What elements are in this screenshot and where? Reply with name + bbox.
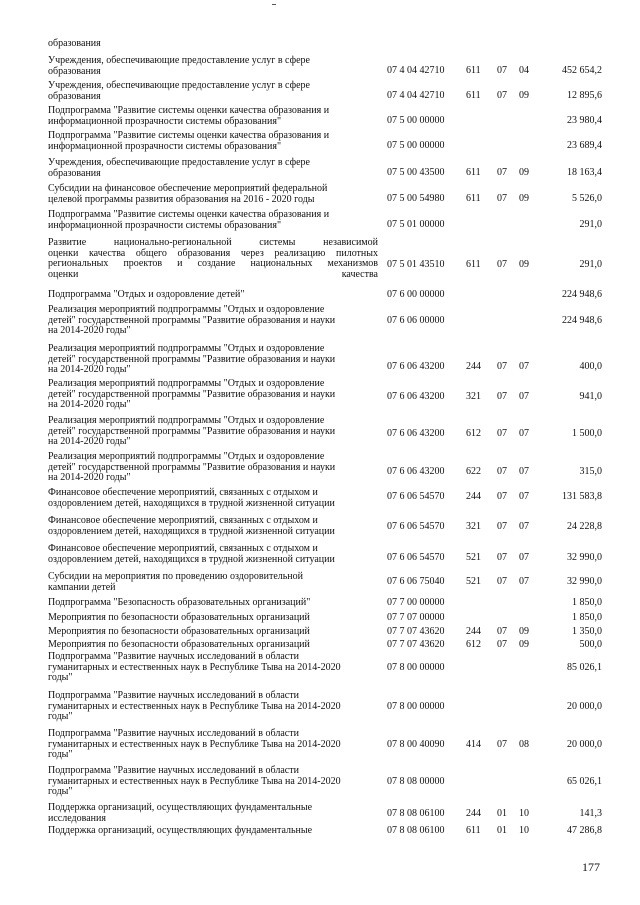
row-description: Реализация мероприятий подпрограммы "Отдых и оздоровление детей" государственной программы "Развитие образования и науки на 2014-2020 годы" — [48, 378, 336, 410]
amount-value: 47 286,8 — [567, 825, 602, 836]
expense-type-code: 611 — [466, 193, 481, 204]
amount-value: 400,0 — [579, 361, 602, 372]
section-code: 07 — [497, 639, 507, 650]
section-code: 07 — [497, 259, 507, 270]
subsection-code: 07 — [519, 391, 529, 402]
target-article-code: 07 7 00 00000 — [387, 597, 445, 608]
section-code: 07 — [497, 428, 507, 439]
subsection-code: 07 — [519, 491, 529, 502]
amount-value: 23 980,4 — [567, 115, 602, 126]
expense-type-code: 611 — [466, 65, 481, 76]
expense-type-code: 244 — [466, 491, 481, 502]
expense-type-code: 321 — [466, 391, 481, 402]
target-article-code: 07 7 07 00000 — [387, 612, 445, 623]
row-description: Мероприятия по безопасности образовательных организаций — [48, 626, 310, 637]
row-description: Подпрограмма "Безопасность образовательных организаций" — [48, 597, 311, 608]
amount-value: 1 850,0 — [572, 612, 602, 623]
row-description: Финансовое обеспечение мероприятий, связанных с отдыхом и оздоровлением детей, находящихся в трудной жизненной ситуации — [48, 487, 335, 509]
table-row — [0, 452, 640, 484]
table-row — [0, 210, 640, 231]
table-row — [0, 544, 640, 565]
table-row — [0, 344, 640, 376]
subsection-code: 09 — [519, 193, 529, 204]
row-description: Субсидии на финансовое обеспечение мероприятий федеральной целевой программы развития образования на 2016 - 2020 годы — [48, 183, 328, 205]
target-article-code: 07 5 00 54980 — [387, 193, 445, 204]
expense-type-code: 612 — [466, 428, 481, 439]
row-description: Мероприятия по безопасности образовательных организаций — [48, 639, 310, 650]
page-number: 177 — [582, 860, 600, 874]
subsection-code: 07 — [519, 361, 529, 372]
target-article-code: 07 4 04 42710 — [387, 65, 445, 76]
target-article-code: 07 5 00 00000 — [387, 140, 445, 151]
target-article-code: 07 8 08 00000 — [387, 776, 445, 787]
table-row — [0, 56, 640, 77]
amount-value: 85 026,1 — [567, 662, 602, 673]
row-description: Учреждения, обеспечивающие предоставление услуг в сфере образования — [48, 55, 310, 77]
expense-type-code: 612 — [466, 639, 481, 650]
subsection-code: 07 — [519, 576, 529, 587]
amount-value: 315,0 — [579, 466, 602, 477]
expense-type-code: 611 — [466, 90, 481, 101]
section-code: 07 — [497, 466, 507, 477]
amount-value: 291,0 — [579, 259, 602, 270]
row-description: Подпрограмма "Развитие системы оценки качества образования и информационной прозрачности системы образования" — [48, 105, 330, 127]
target-article-code: 07 8 08 06100 — [387, 825, 445, 836]
table-row — [0, 640, 640, 651]
amount-value: 452 654,2 — [562, 65, 602, 76]
table-row — [0, 516, 640, 537]
table-row — [0, 305, 640, 337]
target-article-code: 07 6 06 43200 — [387, 361, 445, 372]
target-article-code: 07 6 06 75040 — [387, 576, 445, 587]
expense-type-code: 321 — [466, 521, 481, 532]
table-row — [0, 613, 640, 624]
row-description: Мероприятия по безопасности образовательных организаций — [48, 612, 310, 623]
amount-value: 941,0 — [579, 391, 602, 402]
top-scan-mark — [272, 4, 276, 5]
table-row — [0, 131, 640, 152]
amount-value: 20 000,0 — [567, 701, 602, 712]
amount-value: 18 163,4 — [567, 167, 602, 178]
section-code: 01 — [497, 808, 507, 819]
row-description: Финансовое обеспечение мероприятий, связанных с отдыхом и оздоровлением детей, находящихся в трудной жизненной ситуации — [48, 515, 335, 537]
subsection-code: 07 — [519, 428, 529, 439]
expense-type-code: 622 — [466, 466, 481, 477]
table-row — [0, 803, 640, 824]
target-article-code: 07 5 00 00000 — [387, 115, 445, 126]
subsection-code: 09 — [519, 90, 529, 101]
amount-value: 23 689,4 — [567, 140, 602, 151]
subsection-code: 10 — [519, 808, 529, 819]
table-row — [0, 290, 640, 301]
table-row — [0, 81, 640, 102]
table-row — [0, 488, 640, 509]
section-code: 07 — [497, 739, 507, 750]
table-row — [0, 379, 640, 411]
row-description: Подпрограмма "Развитие системы оценки качества образования и информационной прозрачности системы образования" — [48, 130, 330, 152]
table-row — [0, 766, 640, 798]
amount-value: 1 350,0 — [572, 626, 602, 637]
target-article-code: 07 8 00 40090 — [387, 739, 445, 750]
target-article-code: 07 6 06 54570 — [387, 491, 445, 502]
row-description: Подпрограмма "Развитие научных исследований в области гуманитарных и естественных наук в Республике Тыва на 2014-2020 годы" — [48, 765, 341, 797]
subsection-code: 07 — [519, 521, 529, 532]
table-row — [0, 39, 640, 50]
row-description: Подпрограмма "Развитие системы оценки качества образования и информационной прозрачности системы образования" — [48, 209, 330, 231]
section-code: 07 — [497, 576, 507, 587]
table-row — [0, 691, 640, 723]
target-article-code: 07 8 00 00000 — [387, 662, 445, 673]
row-description: Поддержка организаций, осуществляющих фундаментальные исследования — [48, 802, 313, 824]
expense-type-code: 521 — [466, 552, 481, 563]
subsection-code: 09 — [519, 259, 529, 270]
amount-value: 5 526,0 — [572, 193, 602, 204]
target-article-code: 07 7 07 43620 — [387, 626, 445, 637]
subsection-code: 07 — [519, 552, 529, 563]
amount-value: 224 948,6 — [562, 289, 602, 300]
row-description: Реализация мероприятий подпрограммы "Отдых и оздоровление детей" государственной программы "Развитие образования и науки на 2014-2020 годы" — [48, 415, 336, 447]
expense-type-code: 611 — [466, 259, 481, 270]
target-article-code: 07 8 00 00000 — [387, 701, 445, 712]
target-article-code: 07 4 04 42710 — [387, 90, 445, 101]
row-description: Развитие национально-региональной системы независимой оценки качества общего образования через реализацию пилотных региональных проектов и создание национальных механизмов оценки качества — [48, 237, 378, 280]
expense-type-code: 244 — [466, 626, 481, 637]
row-description: Реализация мероприятий подпрограммы "Отдых и оздоровление детей" государственной программы "Развитие образования и науки на 2014-2020 годы" — [48, 343, 336, 375]
target-article-code: 07 5 01 00000 — [387, 219, 445, 230]
row-description: Учреждения, обеспечивающие предоставление услуг в сфере образования — [48, 157, 310, 179]
table-row — [0, 238, 640, 282]
subsection-code: 09 — [519, 626, 529, 637]
target-article-code: 07 5 00 43500 — [387, 167, 445, 178]
amount-value: 131 583,8 — [562, 491, 602, 502]
expense-type-code: 611 — [466, 167, 481, 178]
section-code: 07 — [497, 521, 507, 532]
subsection-code: 09 — [519, 167, 529, 178]
section-code: 07 — [497, 491, 507, 502]
section-code: 07 — [497, 626, 507, 637]
row-description: Подпрограмма "Развитие научных исследований в области гуманитарных и естественных наук в Республике Тыва на 2014-2020 годы" — [48, 651, 341, 683]
expense-type-code: 244 — [466, 808, 481, 819]
amount-value: 65 026,1 — [567, 776, 602, 787]
row-description: Подпрограмма "Развитие научных исследований в области гуманитарных и естественных наук в Республике Тыва на 2014-2020 годы" — [48, 728, 341, 760]
table-row — [0, 158, 640, 179]
row-description: образования — [48, 38, 101, 49]
table-row — [0, 729, 640, 761]
table-row — [0, 652, 640, 684]
row-description: Финансовое обеспечение мероприятий, связанных с отдыхом и оздоровлением детей, находящихся в трудной жизненной ситуации — [48, 543, 335, 565]
table-row — [0, 106, 640, 127]
table-row — [0, 598, 640, 609]
amount-value: 500,0 — [579, 639, 602, 650]
target-article-code: 07 7 07 43620 — [387, 639, 445, 650]
expense-type-code: 611 — [466, 825, 481, 836]
target-article-code: 07 6 06 43200 — [387, 391, 445, 402]
amount-value: 24 228,8 — [567, 521, 602, 532]
amount-value: 141,3 — [579, 808, 602, 819]
subsection-code: 04 — [519, 65, 529, 76]
row-description: Субсидии на мероприятия по проведению оздоровительной кампании детей — [48, 571, 304, 593]
amount-value: 291,0 — [579, 219, 602, 230]
table-row — [0, 572, 640, 593]
amount-value: 20 000,0 — [567, 739, 602, 750]
target-article-code: 07 5 01 43510 — [387, 259, 445, 270]
section-code: 07 — [497, 193, 507, 204]
section-code: 07 — [497, 65, 507, 76]
target-article-code: 07 6 06 43200 — [387, 466, 445, 477]
row-description: Реализация мероприятий подпрограммы "Отдых и оздоровление детей" государственной программы "Развитие образования и науки на 2014-2020 годы" — [48, 451, 336, 483]
subsection-code: 09 — [519, 639, 529, 650]
amount-value: 32 990,0 — [567, 552, 602, 563]
section-code: 01 — [497, 825, 507, 836]
expense-type-code: 244 — [466, 361, 481, 372]
section-code: 07 — [497, 90, 507, 101]
row-description: Поддержка организаций, осуществляющих фундаментальные — [48, 825, 313, 836]
table-row — [0, 826, 640, 837]
target-article-code: 07 6 00 00000 — [387, 289, 445, 300]
target-article-code: 07 6 06 43200 — [387, 428, 445, 439]
section-code: 07 — [497, 361, 507, 372]
section-code: 07 — [497, 391, 507, 402]
section-code: 07 — [497, 552, 507, 563]
table-row — [0, 184, 640, 205]
target-article-code: 07 6 06 54570 — [387, 552, 445, 563]
table-row — [0, 627, 640, 638]
amount-value: 1 500,0 — [572, 428, 602, 439]
amount-value: 32 990,0 — [567, 576, 602, 587]
target-article-code: 07 8 08 06100 — [387, 808, 445, 819]
amount-value: 1 850,0 — [572, 597, 602, 608]
target-article-code: 07 6 06 00000 — [387, 315, 445, 326]
section-code: 07 — [497, 167, 507, 178]
subsection-code: 08 — [519, 739, 529, 750]
table-row — [0, 416, 640, 448]
row-description: Подпрограмма "Отдых и оздоровление детей" — [48, 289, 245, 300]
row-description: Учреждения, обеспечивающие предоставление услуг в сфере образования — [48, 80, 310, 102]
expense-type-code: 521 — [466, 576, 481, 587]
target-article-code: 07 6 06 54570 — [387, 521, 445, 532]
subsection-code: 10 — [519, 825, 529, 836]
expense-type-code: 414 — [466, 739, 481, 750]
amount-value: 12 895,6 — [567, 90, 602, 101]
subsection-code: 07 — [519, 466, 529, 477]
amount-value: 224 948,6 — [562, 315, 602, 326]
row-description: Реализация мероприятий подпрограммы "Отдых и оздоровление детей" государственной программы "Развитие образования и науки на 2014-2020 годы" — [48, 304, 336, 336]
row-description: Подпрограмма "Развитие научных исследований в области гуманитарных и естественных наук в Республике Тыва на 2014-2020 годы" — [48, 690, 341, 722]
